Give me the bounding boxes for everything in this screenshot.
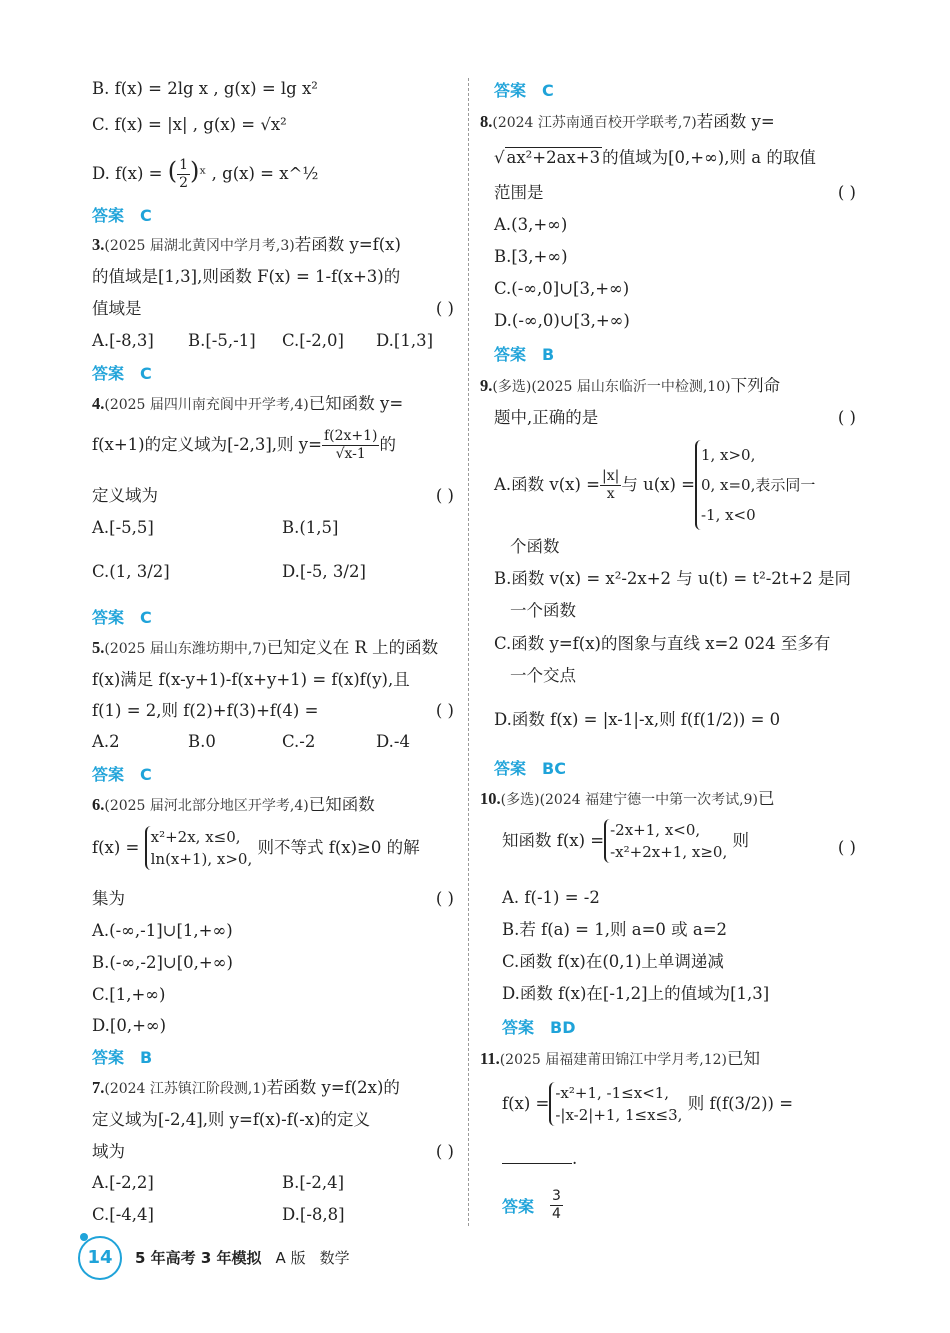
q7-option-b: B.[-2,4]	[282, 1173, 345, 1192]
q6-line2: f(x) = x²+2x, x≤0, ln(x+1), x>0, 则不等式 f(x)≥0 的解	[92, 828, 420, 868]
q4-option-b: B.(1,5]	[282, 518, 339, 537]
q4-line3: 定义域为	[92, 486, 158, 505]
q8-option-b: B.[3,+∞)	[494, 247, 568, 266]
half-fraction: $\frac{1}{2}$	[179, 157, 189, 191]
column-divider	[468, 78, 469, 1226]
q10-option-d: D.函数 f(x)在[-1,2]上的值域为[1,3]	[502, 984, 770, 1003]
q9-option-c: C.函数 y=f(x)的图象与直线 x=2 024 至多有	[494, 634, 831, 653]
q3-answer: 答案 C	[92, 364, 152, 383]
q8-line2: √ ax²+2ax+3 的值域为[0,+∞),则 a 的取值	[494, 148, 816, 167]
q8-paren: ( )	[837, 183, 856, 202]
q11-answer-fraction: $\frac{3}{4}$	[552, 1188, 561, 1222]
q8-option-d: D.(-∞,0)∪[3,+∞)	[494, 311, 630, 330]
q9-paren: ( )	[837, 408, 856, 427]
q10-option-c: C.函数 f(x)在(0,1)上单调递减	[502, 952, 724, 971]
q10-option-b: B.若 f(a) = 1,则 a=0 或 a=2	[502, 920, 728, 939]
q2-option-b: B. f(x) = 2lg x , g(x) = lg x²	[92, 79, 318, 98]
q2-option-d-prefix: D. f(x) =	[92, 164, 168, 183]
q5-option-a: A.2	[92, 732, 120, 751]
q6-answer: 答案 B	[92, 1048, 153, 1067]
q10-line2: 知函数 f(x) = -2x+1, x<0, -x²+2x+1, x≥0, 则	[502, 821, 749, 861]
q3-paren: ( )	[435, 299, 454, 318]
q10-paren: ( )	[837, 838, 856, 857]
book-title: 5 年高考 3 年模拟 A 版 数学	[135, 1249, 350, 1267]
q9-option-b: B.函数 v(x) = x²-2x+2 与 u(t) = t²-2t+2 是同	[494, 569, 852, 588]
q5-option-c: C.-2	[282, 732, 316, 751]
q3-line1: 3.(2025 届湖北黄冈中学月考,3)若函数 y=f(x)	[92, 235, 401, 254]
q3-option-d: D.[1,3]	[376, 331, 434, 350]
q9-option-d: D.函数 f(x) = |x-1|-x,则 f(f(1/2)) = 0	[494, 710, 781, 729]
q4-option-a: A.[-5,5]	[92, 518, 154, 537]
q11-line1: 11.(2025 届福建莆田锦江中学月考,12)已知	[480, 1049, 760, 1068]
q10-answer: 答案 BD	[502, 1018, 576, 1037]
q4-line1: 4.(2025 届四川南充阆中开学考,4)已知函数 y=	[92, 394, 404, 413]
q6-option-d: D.[0,+∞)	[92, 1016, 167, 1035]
q11-answer-blank: .	[502, 1147, 577, 1171]
q9-option-a: A.函数 v(x) = $\frac{|x|}{x}$ 与 u(x) = 1, x>0, 0, x=0,表示同一 -1, x<0	[494, 440, 815, 530]
q9-option-b-cont: 一个函数	[510, 601, 576, 620]
q6-paren: ( )	[435, 889, 454, 908]
q9-option-a-cont: 个函数	[510, 537, 560, 556]
q2-answer: 答案 C	[92, 206, 152, 225]
q6-option-c: C.[1,+∞)	[92, 985, 166, 1004]
q7-answer: 答案 C	[494, 81, 554, 100]
q2-option-d-suffix: ˣ , g(x) = x^½	[199, 164, 319, 183]
q3-option-a: A.[-8,3]	[92, 331, 154, 350]
q5-answer: 答案 C	[92, 765, 152, 784]
q8-option-a: A.(3,+∞)	[494, 215, 568, 234]
q5-line2: f(x)满足 f(x-y+1)-f(x+y+1) = f(x)f(y),且	[92, 670, 410, 689]
q11-line2: f(x) = -x²+1, -1≤x<1, -|x-2|+1, 1≤x≤3, 则 f(f(3/2)) =	[502, 1084, 794, 1124]
q9-answer: 答案 BC	[494, 759, 566, 778]
q3-option-c: C.[-2,0]	[282, 331, 344, 350]
q5-line3: f(1) = 2,则 f(2)+f(3)+f(4) =	[92, 701, 319, 720]
q4-option-d: D.[-5, 3/2]	[282, 562, 366, 581]
q10-line1: 10.(多选)(2024 福建宁德一中第一次考试,9)已	[480, 789, 775, 808]
q7-line1: 7.(2024 江苏镇江阶段测,1)若函数 y=f(2x)的	[92, 1078, 400, 1097]
q2-option-c: C. f(x) = |x| , g(x) = √x²	[92, 115, 287, 134]
q8-line3: 范围是	[494, 183, 544, 202]
badge-dot-icon	[80, 1233, 88, 1241]
q5-line1: 5.(2025 届山东潍坊期中,7)已知定义在 R 上的函数	[92, 638, 439, 657]
q6-line1: 6.(2025 届河北部分地区开学考,4)已知函数	[92, 795, 375, 814]
q6-option-b: B.(-∞,-2]∪[0,+∞)	[92, 953, 233, 972]
q3-line2: 的值域是[1,3],则函数 F(x) = 1-f(x+3)的	[92, 267, 401, 286]
q8-answer: 答案 B	[494, 345, 555, 364]
q6-line3: 集为	[92, 889, 125, 908]
q4-paren: ( )	[435, 486, 454, 505]
page-number: 14	[78, 1236, 122, 1280]
q5-paren: ( )	[435, 701, 454, 720]
q4-answer: 答案 C	[92, 608, 152, 627]
q3-option-b: B.[-5,-1]	[188, 331, 256, 350]
q10-piecewise: -2x+1, x<0, -x²+2x+1, x≥0,	[604, 819, 727, 863]
q4-fraction: $\frac{f(2x+1)}{√x-1}$	[323, 428, 378, 462]
q11-answer: 答案 $\frac{3}{4}$	[502, 1188, 561, 1222]
q8-line1: 8.(2024 江苏南通百校开学联考,7)若函数 y=	[480, 112, 775, 131]
q7-option-c: C.[-4,4]	[92, 1205, 154, 1224]
q9-piecewise: 1, x>0, 0, x=0,表示同一 -1, x<0	[695, 440, 815, 530]
q9-a-fraction: $\frac{|x|}{x}$	[601, 467, 620, 502]
q10-option-a: A. f(-1) = -2	[502, 888, 600, 907]
q8-sqrt: ax²+2ax+3	[506, 148, 601, 167]
q4-line2: f(x+1)的定义域为[-2,3],则 y= $\frac{f(2x+1)}{√x-1}$ 的	[92, 428, 396, 462]
q5-option-d: D.-4	[376, 732, 410, 751]
q9-line2: 题中,正确的是	[494, 408, 599, 427]
q9-option-c-cont: 一个交点	[510, 666, 576, 685]
q11-piecewise: -x²+1, -1≤x<1, -|x-2|+1, 1≤x≤3,	[549, 1082, 682, 1126]
q2-option-d: D. f(x) = ( $\frac{1}{2}$ )ˣ , g(x) = x^½	[92, 157, 319, 191]
q8-option-c: C.(-∞,0]∪[3,+∞)	[494, 279, 630, 298]
q7-line2: 定义域为[-2,4],则 y=f(x)-f(-x)的定义	[92, 1110, 371, 1129]
q5-option-b: B.0	[188, 732, 216, 751]
q9-line1: 9.(多选)(2025 届山东临沂一中检测,10)下列命	[480, 376, 781, 395]
q7-option-d: D.[-8,8]	[282, 1205, 345, 1224]
q3-line3: 值域是	[92, 299, 142, 318]
q7-line3: 域为	[92, 1142, 125, 1161]
q6-option-a: A.(-∞,-1]∪[1,+∞)	[92, 921, 233, 940]
q7-paren: ( )	[435, 1142, 454, 1161]
q7-option-a: A.[-2,2]	[92, 1173, 154, 1192]
q4-option-c: C.(1, 3/2]	[92, 562, 170, 581]
q6-piecewise: x²+2x, x≤0, ln(x+1), x>0,	[145, 826, 253, 870]
